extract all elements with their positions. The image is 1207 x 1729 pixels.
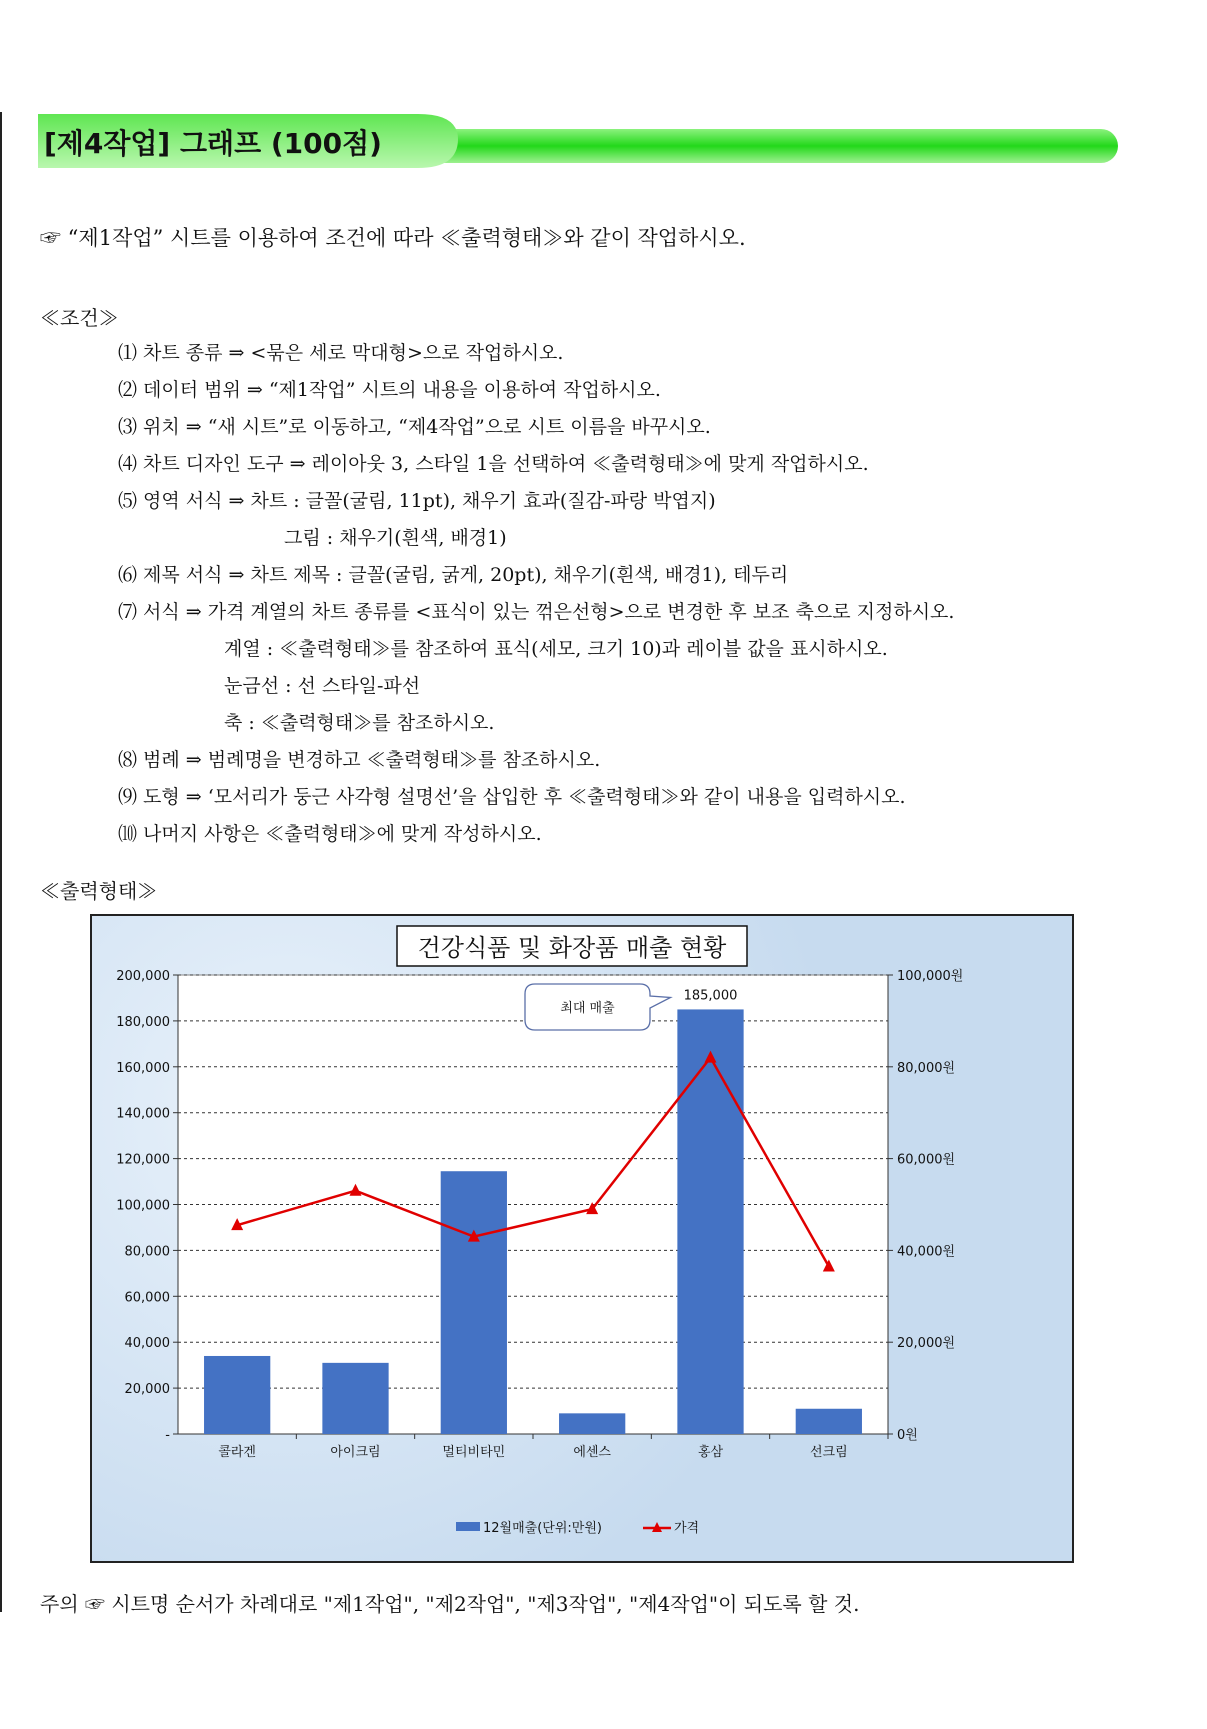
condition-item: ⑵ 데이터 범위 ⇒ “제1작업” 시트의 내용을 이용하여 작업하시오.: [118, 379, 661, 401]
primary-axis-label: 120,000: [116, 1152, 170, 1168]
left-margin-line: [0, 112, 2, 1612]
callout-text: 최대 매출: [560, 1001, 615, 1016]
primary-axis-label: 160,000: [116, 1060, 170, 1076]
primary-axis-label: 60,000: [124, 1290, 170, 1306]
secondary-axis-label: 80,000원: [897, 1060, 956, 1076]
chart-svg: [92, 916, 1072, 1561]
condition-subitem: 그림 : 채우기(흰색, 배경1): [284, 527, 507, 549]
primary-axis-label: -: [165, 1428, 170, 1443]
primary-axis-label: 200,000: [116, 969, 170, 984]
legend-line-label: 가격: [674, 1521, 700, 1536]
primary-axis-label: 40,000: [124, 1336, 170, 1352]
secondary-axis-label: 40,000원: [897, 1244, 956, 1260]
output-header: ≪출력형태≫: [40, 879, 158, 903]
chart-area: [90, 914, 1074, 1563]
section-banner: [38, 114, 1121, 172]
bar-3: [559, 1413, 625, 1434]
secondary-axis-label: 60,000원: [897, 1152, 956, 1168]
condition-item: ⑻ 범례 ⇒ 범례명을 변경하고 ≪출력형태≫를 참조하시오.: [118, 749, 601, 771]
condition-item: ⑼ 도형 ⇒ ‘모서리가 둥근 사각형 설명선’을 삽입한 후 ≪출력형태≫와 같이 내용을 입력하시오.: [118, 786, 906, 808]
legend-bar-swatch: [456, 1522, 480, 1531]
primary-axis-label: 80,000: [124, 1244, 170, 1260]
bar-2: [441, 1171, 507, 1434]
secondary-axis-label: 20,000원: [897, 1336, 956, 1352]
secondary-axis-label: 0원: [897, 1428, 918, 1443]
banner-title: [제4작업] 그래프 (100점): [44, 127, 382, 160]
condition-subitem: 계열 : ≪출력형태≫를 참조하여 표식(세모, 크기 10)과 레이블 값을 표시하시오.: [224, 638, 888, 660]
bar-0: [204, 1356, 270, 1434]
primary-axis-label: 140,000: [116, 1106, 170, 1122]
secondary-axis-label: 100,000원: [897, 969, 964, 984]
condition-item: ⑺ 서식 ⇒ 가격 계열의 차트 종류를 <표식이 있는 꺾은선형>으로 변경한 후 보조 축으로 지정하시오.: [118, 601, 955, 623]
condition-item: ⑷ 차트 디자인 도구 ⇒ 레이아웃 3, 스타일 1을 선택하여 ≪출력형태≫에 맞게 작업하시오.: [118, 453, 869, 475]
condition-item: ⑹ 제목 서식 ⇒ 차트 제목 : 글꼴(굴림, 굵게, 20pt), 채우기(흰색, 배경1), 테두리: [118, 564, 789, 586]
category-label: 콜라겐: [218, 1445, 257, 1460]
bar-5: [796, 1409, 862, 1434]
condition-item: ⑶ 위치 ⇒ “새 시트”로 이동하고, “제4작업”으로 시트 이름을 바꾸시오.: [118, 416, 711, 438]
data-label-max: 185,000: [683, 988, 738, 1004]
bar-4: [677, 1009, 743, 1434]
primary-axis-label: 100,000: [116, 1198, 170, 1214]
condition-item: ⑽ 나머지 사항은 ≪출력형태≫에 맞게 작성하시오.: [118, 823, 542, 845]
condition-item: ⑴ 차트 종류 ⇒ <묶은 세로 막대형>으로 작업하시오.: [118, 342, 564, 364]
chart-title: 건강식품 및 화장품 매출 현황: [417, 934, 727, 962]
bar-1: [322, 1363, 388, 1434]
category-label: 아이크림: [330, 1445, 381, 1460]
primary-axis-label: 20,000: [124, 1382, 170, 1398]
instruction-text: ☞ “제1작업” 시트를 이용하여 조건에 따라 ≪출력형태≫와 같이 작업하시오.: [40, 226, 746, 250]
condition-subitem: 축 : ≪출력형태≫를 참조하시오.: [224, 712, 495, 734]
primary-axis-label: 180,000: [116, 1014, 170, 1030]
conditions-header: ≪조건≫: [40, 306, 119, 330]
condition-subitem: 눈금선 : 선 스타일-파선: [224, 675, 421, 697]
category-label: 홍삼: [697, 1445, 724, 1460]
category-label: 에센스: [573, 1445, 612, 1460]
footnote: 주의 ☞ 시트명 순서가 차례대로 "제1작업", "제2작업", "제3작업", "제4작업"이 되도록 할 것.: [40, 1592, 860, 1616]
category-label: 선크림: [809, 1445, 848, 1460]
category-label: 멀티비타민: [442, 1445, 506, 1460]
legend-bar-label: 12월매출(단위:만원): [483, 1521, 602, 1536]
condition-item: ⑸ 영역 서식 ⇒ 차트 : 글꼴(굴림, 11pt), 채우기 효과(질감-파랑 박엽지): [118, 490, 716, 512]
